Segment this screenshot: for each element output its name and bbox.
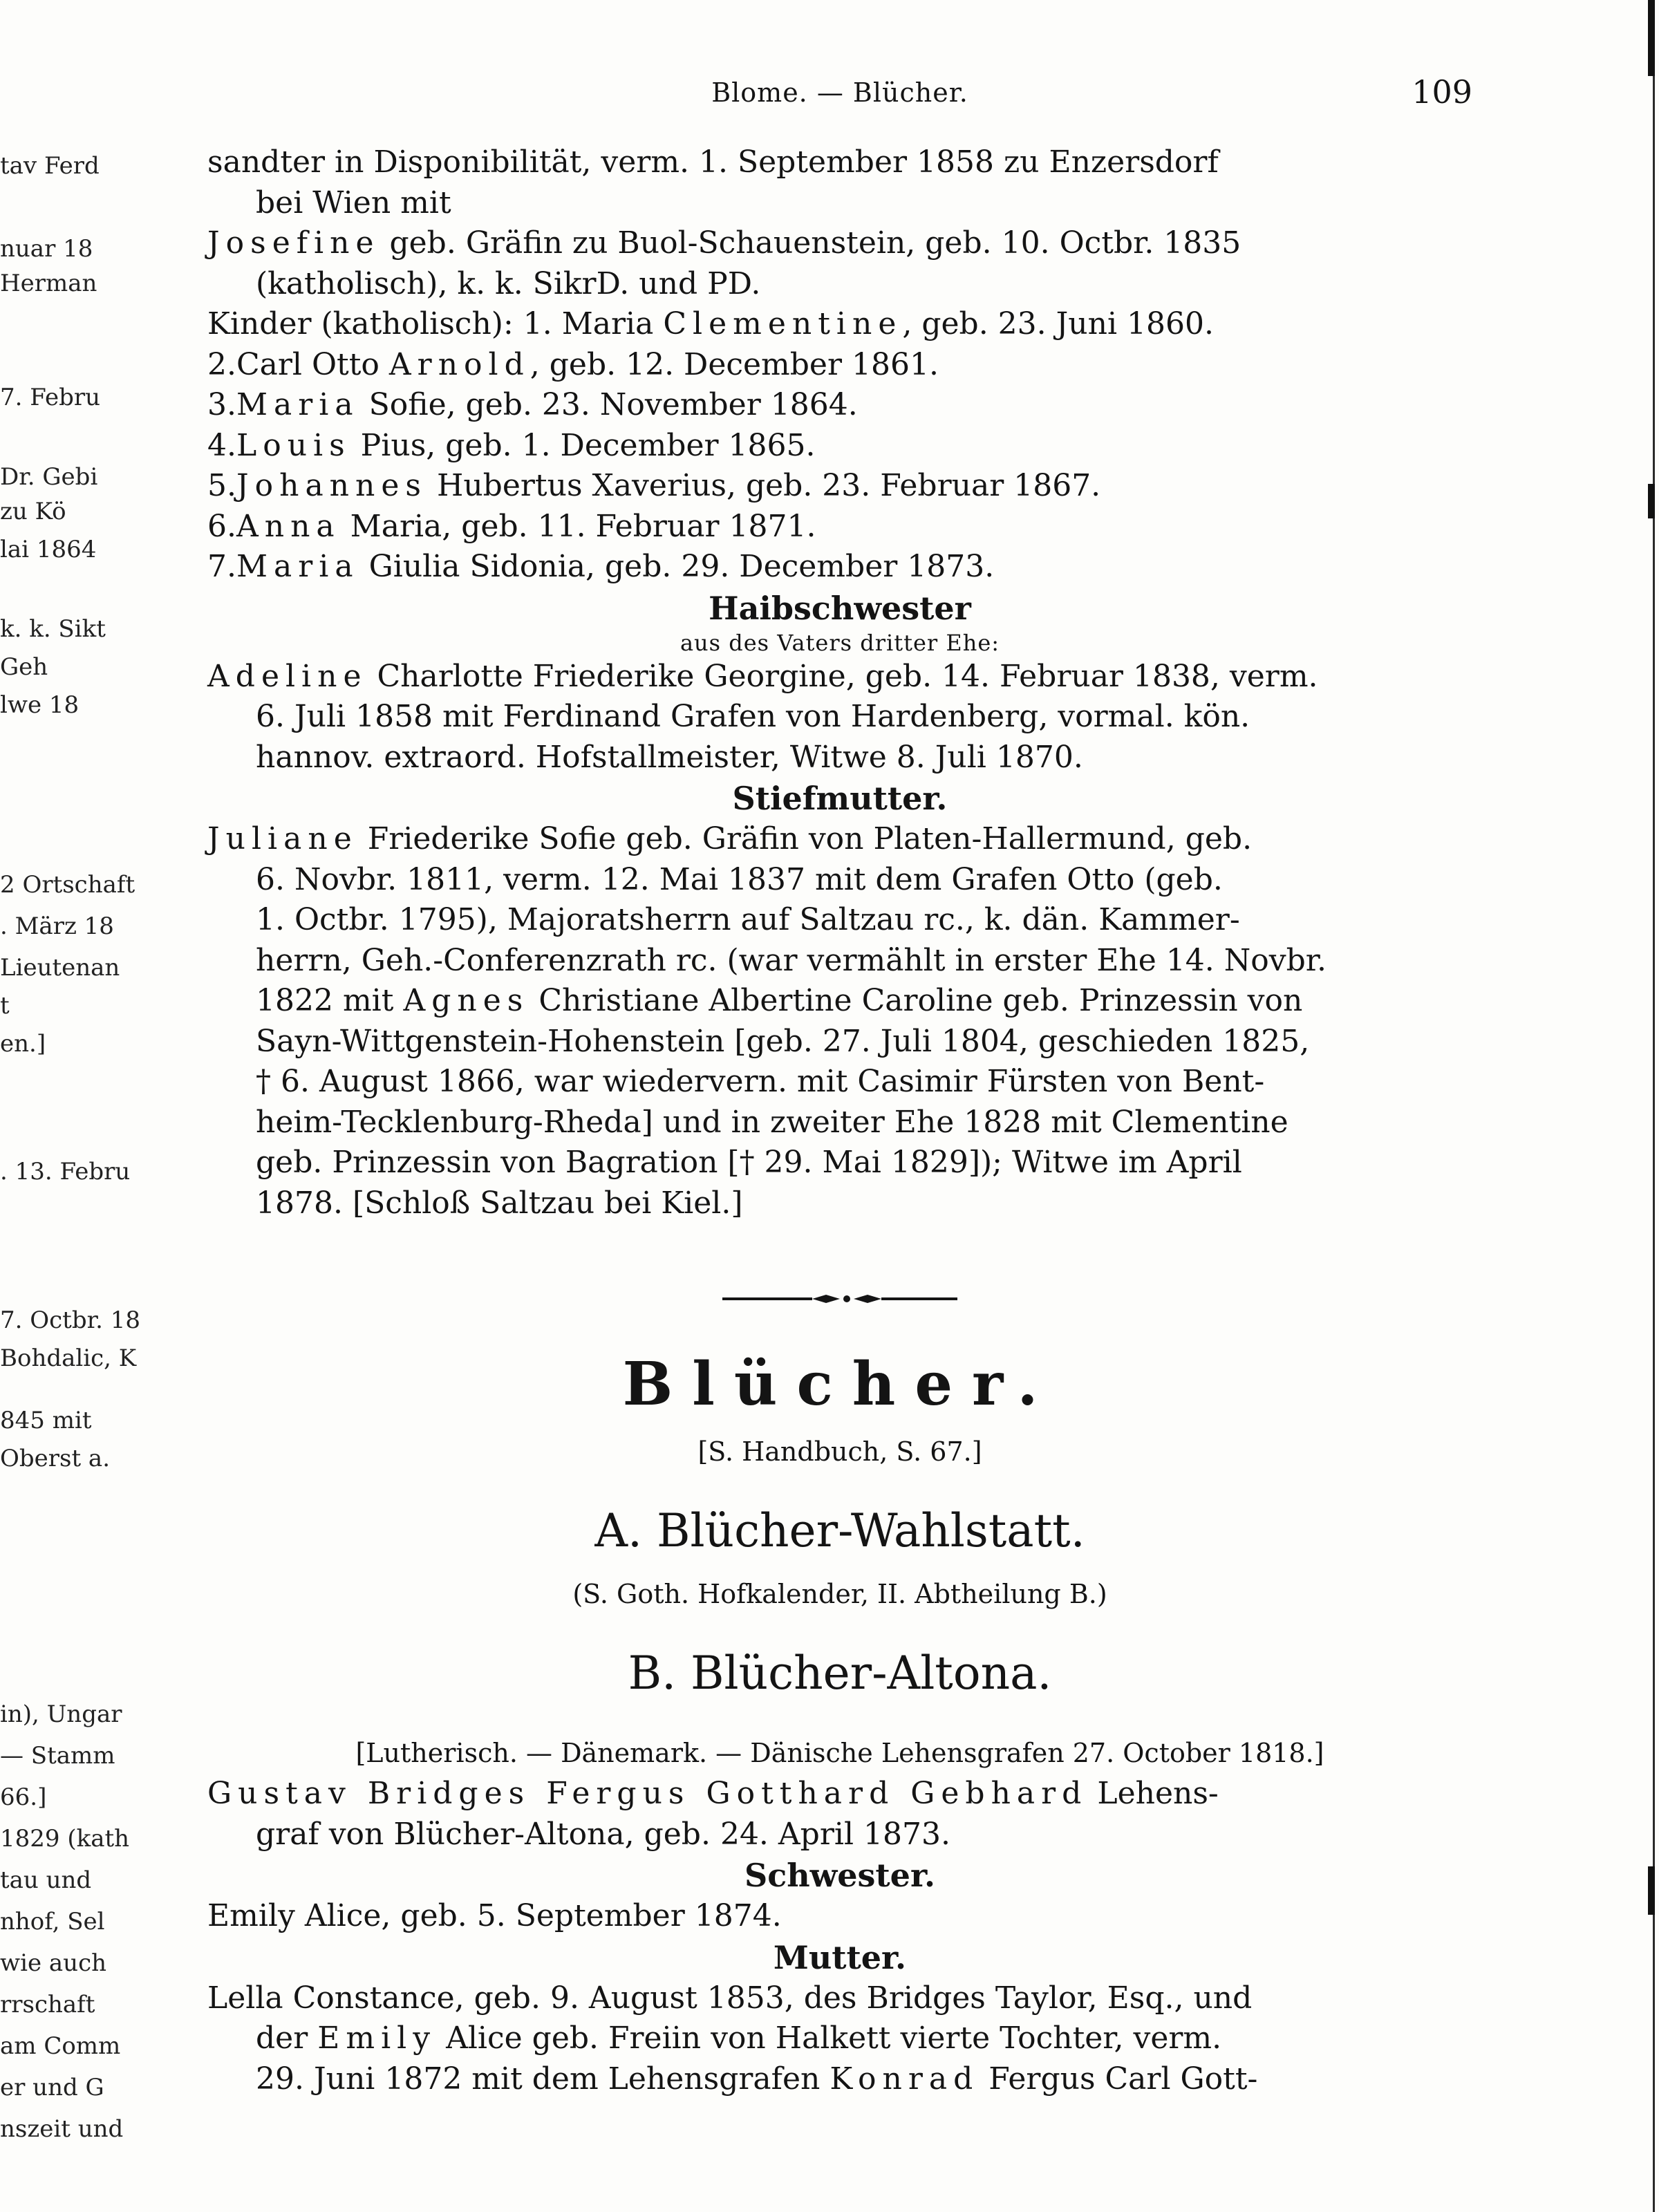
- left-margin-fragments: [0, 138, 140, 2184]
- margin-fragment: 7. Octbr. 18: [0, 1306, 140, 1334]
- child-number: 6.: [207, 508, 236, 544]
- page-edge-mark: [1648, 1866, 1655, 1915]
- margin-fragment: nszeit und: [0, 2115, 124, 2143]
- margin-fragment: nhof, Sel: [0, 1908, 105, 1936]
- child-prefix: 1. Maria: [513, 306, 664, 341]
- entry-text: hannov. extraord. Hofstallmeister, Witwe 8. Juli 1870.: [256, 739, 1083, 775]
- margin-fragment: 1829 (kath: [0, 1825, 130, 1853]
- entry-text: Lella Constance, geb. 9. August 1853, des Bridges Taylor, Esq., und: [207, 1980, 1253, 2016]
- entry-text: 1822 mit: [256, 983, 404, 1018]
- entry-text: 29. Juni 1872 mit dem Lehensgrafen: [256, 2061, 830, 2097]
- entry-text: Sayn-Wittgenstein-Hohenstein [geb. 27. Juli 1804, geschieden 1825,: [256, 1023, 1310, 1059]
- person-name: Anna: [236, 508, 341, 544]
- margin-fragment: 66.]: [0, 1783, 47, 1811]
- person-name: Clementine: [663, 306, 903, 341]
- entry-text: Lehens-: [1087, 1776, 1219, 1811]
- margin-fragment: 845 mit: [0, 1407, 92, 1434]
- child-number: 5.: [207, 468, 236, 503]
- margin-fragment: in), Ungar: [0, 1700, 122, 1728]
- blome-entry: [207, 142, 1472, 1224]
- child-details: , geb. 12. December 1861.: [529, 346, 939, 382]
- entry-text: graf von Blücher-Altona, geb. 24. April 1873.: [256, 1816, 950, 1852]
- section-divider-ornament: [722, 1293, 957, 1305]
- margin-fragment: 2 Ortschaft: [0, 871, 135, 899]
- margin-fragment: . 13. Febru: [0, 1158, 131, 1185]
- entry-text: der: [256, 2021, 318, 2056]
- halfsister-subheading: aus des Vaters dritter Ehe:: [679, 629, 1000, 656]
- wife-entry: [207, 223, 1472, 304]
- margin-fragment: Bohdalic, K: [0, 1344, 137, 1372]
- page-content: [207, 69, 1472, 2099]
- sister-heading: Schwester.: [744, 1857, 935, 1894]
- margin-fragment: — Stamm: [0, 1742, 115, 1770]
- margin-fragment: Oberst a.: [0, 1445, 111, 1472]
- wife-details-cont: (katholisch), k. k. SikrD. und PD.: [256, 265, 761, 301]
- person-name: Josefine: [207, 225, 380, 261]
- entry-text: herrn, Geh.-Conferenzrath rc. (war vermählt in erster Ehe 14. Novbr.: [256, 942, 1327, 978]
- head-of-house-entry: [207, 1774, 1472, 1855]
- child-details: , geb. 23. Juni 1860.: [902, 306, 1214, 341]
- stepmother-entry: [207, 819, 1472, 1224]
- text-line: [207, 142, 1472, 223]
- margin-fragment: Dr. Gebi: [0, 463, 98, 491]
- person-name: Louis: [236, 427, 351, 463]
- children-label: Kinder (katholisch):: [207, 306, 514, 341]
- margin-fragment: . März 18: [0, 912, 114, 940]
- section-a-title: A. Blücher-Wahlstatt.: [594, 1504, 1085, 1557]
- text-line-segment: bei Wien mit: [256, 185, 451, 221]
- person-name: Maria: [236, 387, 359, 422]
- margin-fragment: Herman: [0, 270, 97, 297]
- margin-fragment: er und G: [0, 2074, 104, 2101]
- section-a-note: (S. Goth. Hofkalender, II. Abtheilung B.): [572, 1579, 1107, 1609]
- section-b-note: [Lutherisch. — Dänemark. — Dänische Lehensgrafen 27. October 1818.]: [355, 1738, 1324, 1768]
- margin-fragment: am Comm: [0, 2032, 121, 2060]
- child-number: 7.: [207, 549, 236, 584]
- child-number: 2.: [207, 346, 236, 382]
- wife-details: geb. Gräfin zu Buol-Schauenstein, geb. 10. Octbr. 1835: [379, 225, 1241, 261]
- page-number: 109: [1412, 73, 1472, 111]
- person-name: Emily: [317, 2021, 437, 2056]
- person-name: Adeline: [207, 658, 368, 694]
- mother-heading: Mutter.: [773, 1938, 907, 1976]
- entry-text: 1. Octbr. 1795), Majoratsherrn auf Saltzau rc., k. dän. Kammer-: [256, 902, 1240, 937]
- person-name: Johannes: [236, 468, 427, 503]
- person-name: Gustav Bridges Fergus Gotthard Gebhard: [207, 1776, 1088, 1811]
- margin-fragment: rrschaft: [0, 1991, 95, 2018]
- child-number: 4.: [207, 427, 236, 463]
- entry-text: heim-Tecklenburg-Rheda] und in zweiter Ehe 1828 mit Clementine: [256, 1104, 1288, 1140]
- text-line-segment: sandter in Disponibilität, verm. 1. September 1858 zu Enzersdorf: [207, 144, 1219, 180]
- entry-text: 6. Juli 1858 mit Ferdinand Grafen von Hardenberg, vormal. kön.: [256, 699, 1250, 734]
- page-edge-mark: [1648, 0, 1655, 76]
- page-edge-mark: [1648, 484, 1655, 518]
- entry-text: Charlotte Friederike Georgine, geb. 14. Februar 1838, verm.: [367, 658, 1318, 694]
- entry-text: geb. Prinzessin von Bagration [† 29. Mai 1829]); Witwe im April: [256, 1145, 1242, 1180]
- section-b-title: B. Blücher-Altona.: [628, 1647, 1052, 1700]
- child-number: 3.: [207, 387, 236, 422]
- entry-text: 6. Novbr. 1811, verm. 12. Mai 1837 mit dem Grafen Otto (geb.: [256, 861, 1223, 897]
- margin-fragment: nuar 18: [0, 235, 93, 263]
- running-head: Blome. — Blücher.: [711, 77, 968, 108]
- child-prefix: Carl Otto: [236, 346, 389, 382]
- page-header: [207, 69, 1472, 124]
- entry-text: Fergus Carl Gott-: [979, 2061, 1258, 2097]
- margin-fragment: lai 1864: [0, 536, 97, 563]
- child-entry: [207, 426, 1472, 467]
- child-details: Maria, geb. 11. Februar 1871.: [340, 508, 816, 544]
- stepmother-heading: Stiefmutter.: [732, 780, 948, 817]
- person-name: Konrad: [830, 2061, 980, 2097]
- margin-fragment: lwe 18: [0, 691, 79, 719]
- child-entry: [207, 345, 1472, 386]
- margin-fragment: Geh: [0, 653, 48, 681]
- child-details: Giulia Sidonia, geb. 29. December 1873.: [359, 549, 995, 584]
- entry-text: Alice geb. Freiin von Halkett vierte Tochter, verm.: [436, 2021, 1222, 2056]
- child-details: Sofie, geb. 23. November 1864.: [359, 387, 858, 422]
- halfsister-heading: Haibschwester: [709, 589, 971, 627]
- person-name: Maria: [236, 549, 359, 584]
- child-entry: [207, 385, 1472, 426]
- margin-fragment: k. k. Sikt: [0, 615, 106, 643]
- margin-fragment: t: [0, 992, 10, 1020]
- entry-text: Friederike Sofie geb. Gräfin von Platen-Hallermund, geb.: [357, 821, 1253, 856]
- person-name: Juliane: [207, 821, 358, 856]
- children-line: [207, 304, 1472, 345]
- entry-text: Christiane Albertine Caroline geb. Prinzessin von: [529, 983, 1303, 1018]
- margin-fragment: en.]: [0, 1030, 46, 1058]
- margin-fragment: tau und: [0, 1866, 92, 1894]
- margin-fragment: Lieutenan: [0, 954, 120, 982]
- bluecher-entry: [207, 1347, 1472, 2099]
- margin-fragment: zu Kö: [0, 498, 66, 525]
- family-title: Blücher.: [622, 1349, 1058, 1419]
- child-entry: [207, 547, 1472, 588]
- mother-entry: [207, 1978, 1472, 2100]
- entry-text: 1878. [Schloß Saltzau bei Kiel.]: [256, 1185, 743, 1221]
- margin-fragment: wie auch: [0, 1949, 107, 1977]
- entry-text: † 6. August 1866, war wiedervern. mit Casimir Fürsten von Bent-: [256, 1064, 1265, 1099]
- child-details: Hubertus Xaverius, geb. 23. Februar 1867.: [427, 468, 1101, 503]
- margin-fragment: 7. Febru: [0, 384, 101, 411]
- halfsister-entry: [207, 657, 1472, 778]
- margin-fragment: tav Ferd: [0, 152, 100, 180]
- child-details: Pius, geb. 1. December 1865.: [350, 427, 816, 463]
- child-entry: [207, 466, 1472, 507]
- person-name: Agnes: [403, 983, 529, 1018]
- handbook-reference: [S. Handbuch, S. 67.]: [697, 1436, 982, 1467]
- person-name: Arnold: [388, 346, 530, 382]
- sister-entry: Emily Alice, geb. 5. September 1874.: [207, 1898, 782, 1933]
- child-entry: [207, 507, 1472, 547]
